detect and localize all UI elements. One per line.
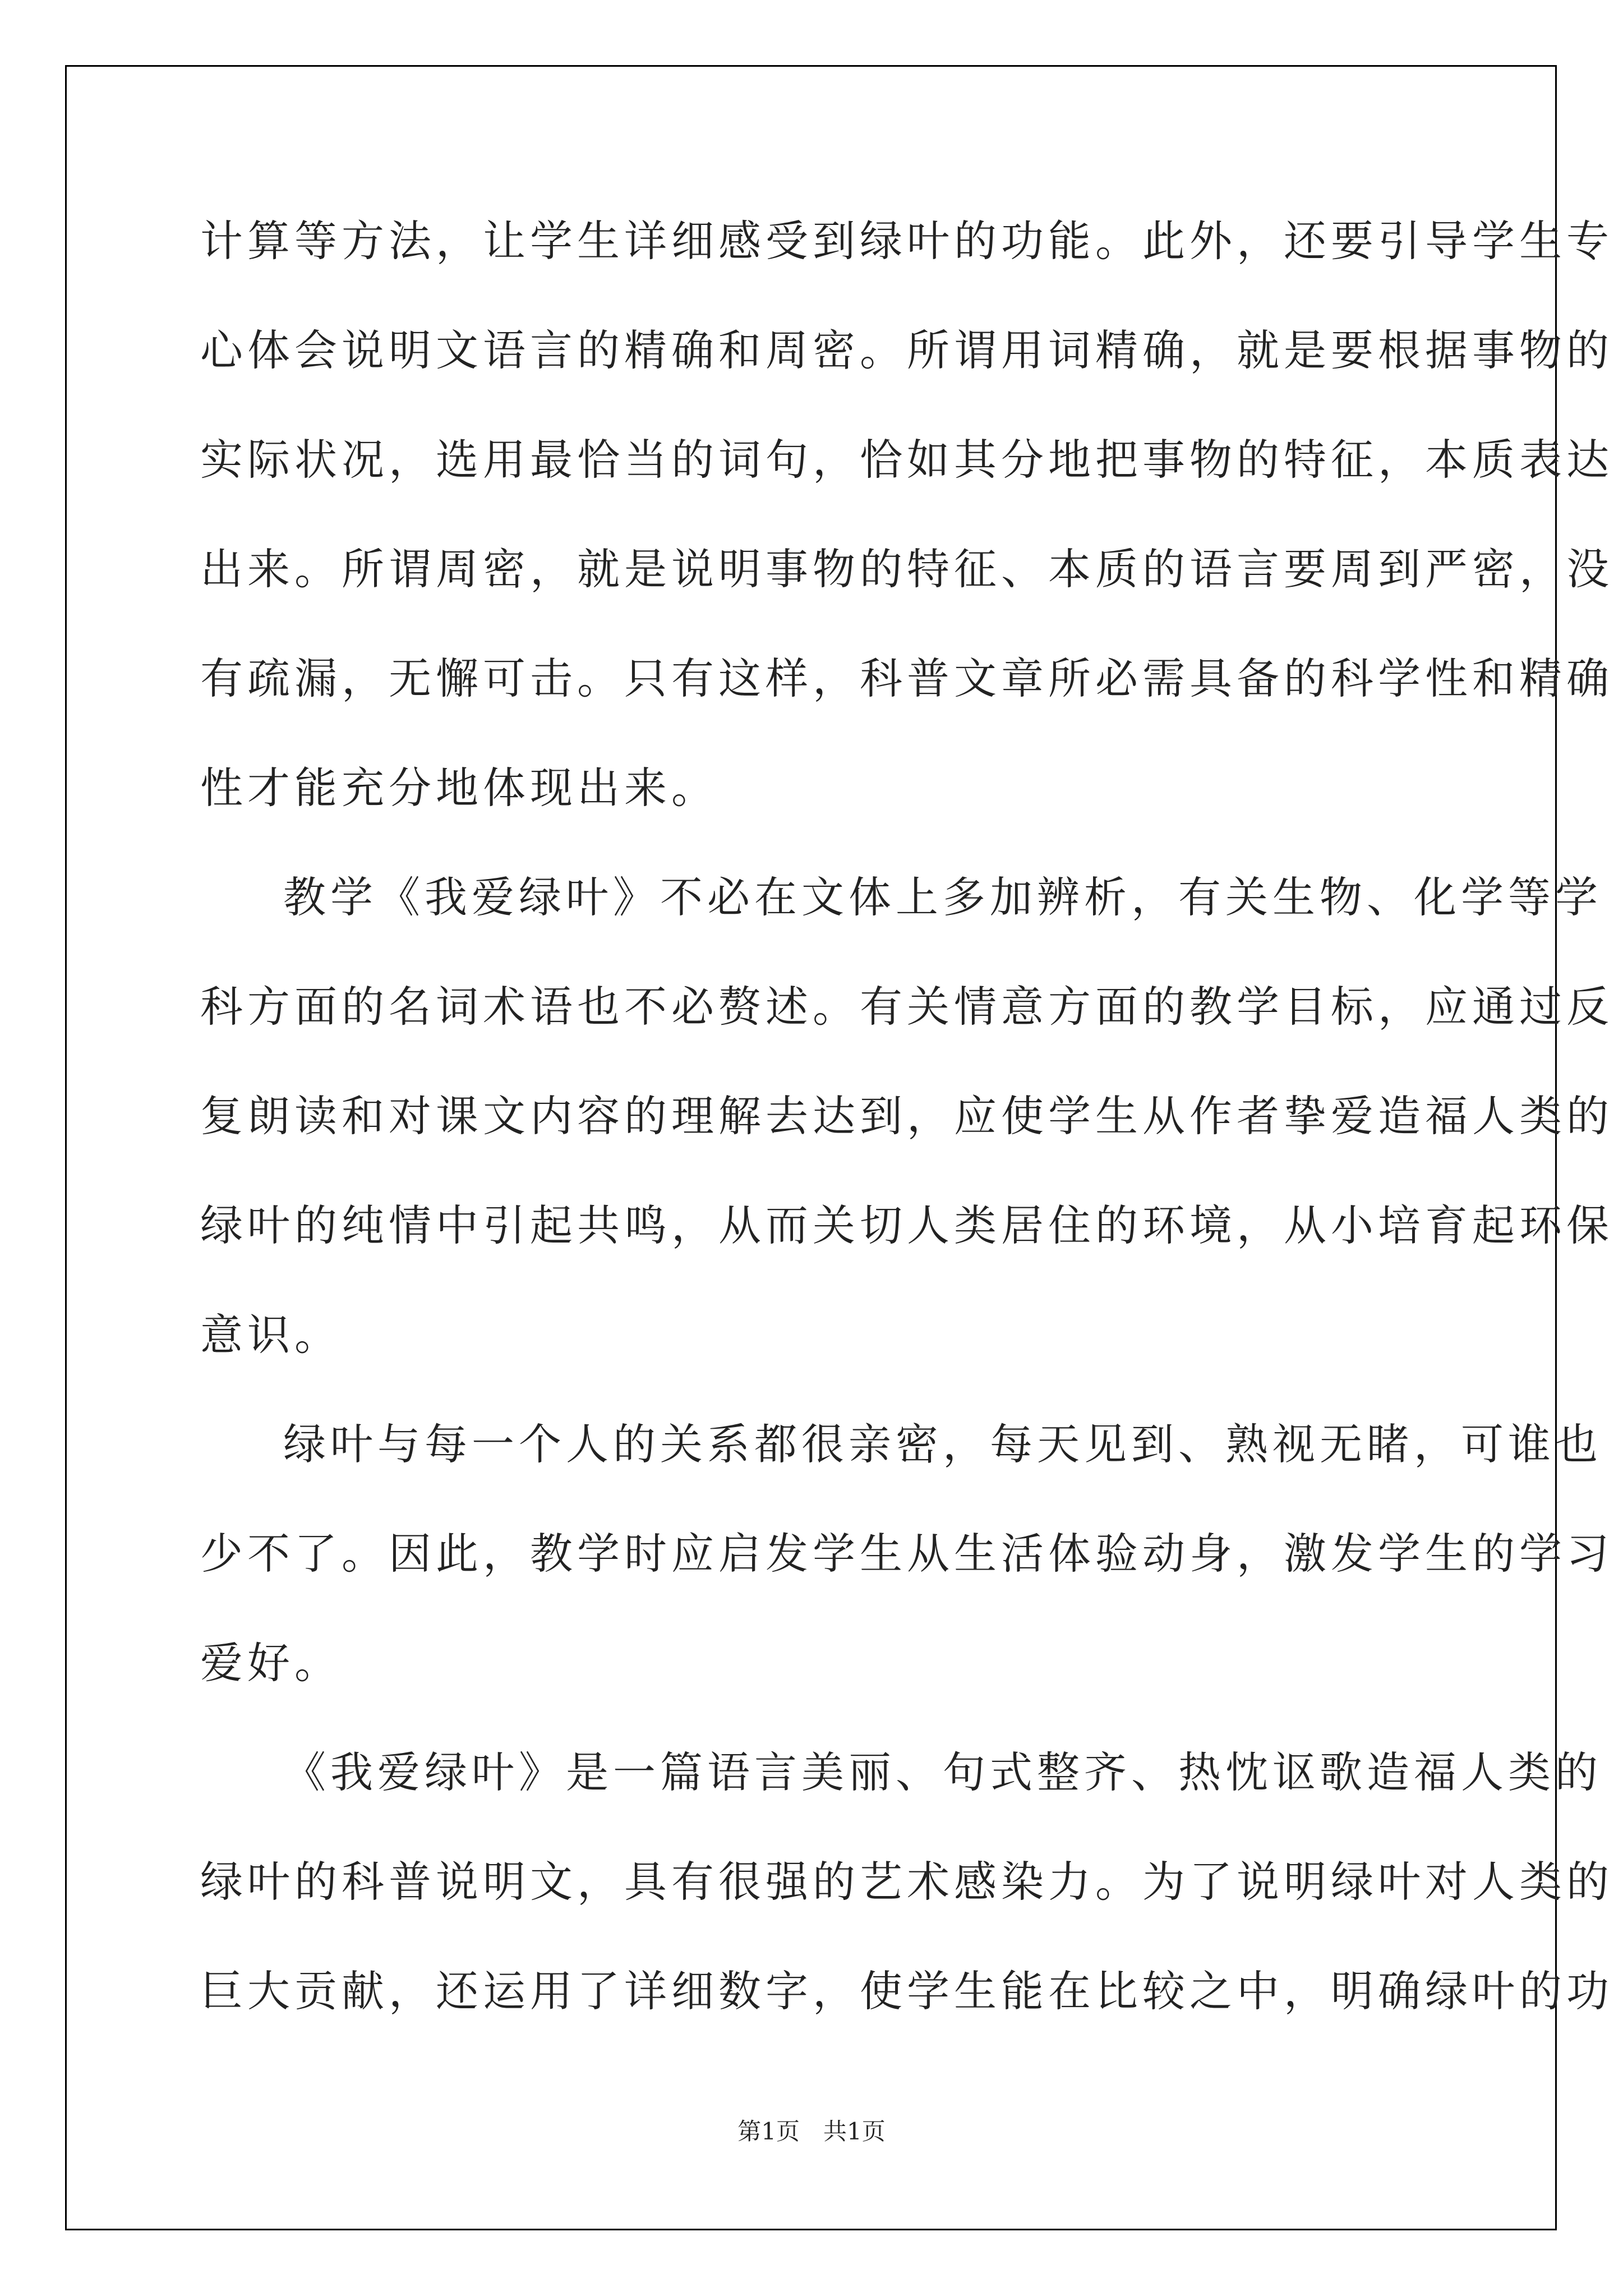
text-line: 心体会说明文语言的精确和周密。所谓用词精确，就是要根据事物的 [200,325,1613,375]
text-line: 复朗读和对课文内容的理解去达到，应使学生从作者挚爱造福人类的 [200,1091,1613,1141]
text-line: 科方面的名词术语也不必赘述。有关情意方面的教学目标，应通过反 [200,982,1613,1032]
text-line: 性才能充分地体现出来。 [200,763,718,813]
text-line: 出来。所谓周密，就是说明事物的特征、本质的语言要周到严密，没 [200,544,1613,594]
text-line: 绿叶的纯情中引起共鸣，从而关切人类居住的环境，从小培育起环保 [200,1200,1613,1250]
text-line: 巨大贡献，还运用了详细数字，使学生能在比较之中，明确绿叶的功 [200,1966,1613,2016]
text-line: 实际状况，选用最恰当的词句，恰如其分地把事物的特征，本质表达 [200,435,1613,485]
text-line: 教学《我爱绿叶》不必在文体上多加辨析，有关生物、化学等学 [283,872,1602,922]
text-line: 《我爱绿叶》是一篇语言美丽、句式整齐、热忱讴歌造福人类的 [283,1747,1602,1797]
page-number-footer: 第1页 共1页 [737,2118,886,2145]
text-line: 少不了。因此，教学时应启发学生从生活体验动身，激发学生的学习 [200,1529,1613,1579]
text-line: 计算等方法，让学生详细感受到绿叶的功能。此外，还要引导学生专 [200,216,1613,266]
text-line: 绿叶的科普说明文，具有很强的艺术感染力。为了说明绿叶对人类的 [200,1857,1613,1907]
text-line: 绿叶与每一个人的关系都很亲密，每天见到、熟视无睹，可谁也 [283,1419,1602,1469]
text-line: 爱好。 [200,1638,342,1688]
text-line: 有疏漏，无懈可击。只有这样，科普文章所必需具备的科学性和精确 [200,654,1613,703]
text-line: 意识。 [200,1310,342,1360]
